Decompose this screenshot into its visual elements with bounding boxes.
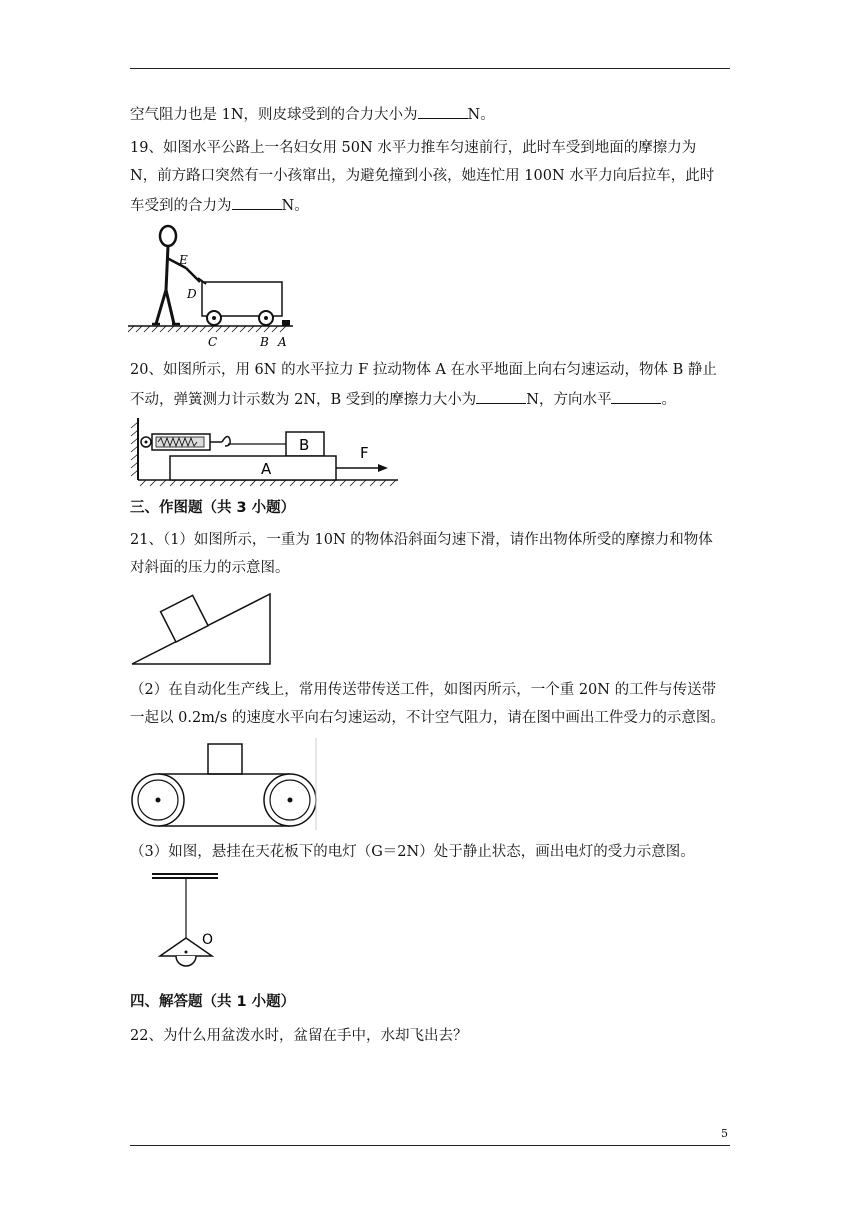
cart-figure <box>128 222 298 350</box>
q19-line3: 车受到的合力为 N。 <box>130 194 730 216</box>
label-D: D <box>187 287 197 301</box>
label-A: A <box>278 335 287 349</box>
q21-p1-line2: 对斜面的压力的示意图。 <box>130 560 290 576</box>
incline-figure <box>128 588 278 668</box>
block-B-label: B <box>299 436 310 454</box>
q18-tail: 空气阻力也是 1N，则皮球受到的合力大小为 N。 <box>130 103 730 125</box>
q20-line2: 不动，弹簧测力计示数为 2N，B 受到的摩擦力大小为 N，方向水平 。 <box>130 388 730 410</box>
answer-blank[interactable] <box>418 103 468 119</box>
point-O-label: O <box>202 932 214 948</box>
section4-title: 四、解答题（共 1 小题） <box>130 994 296 1010</box>
label-C: C <box>208 335 218 349</box>
section3-title: 三、作图题（共 3 小题） <box>130 500 296 516</box>
q22-text: 22、为什么用盆泼水时，盆留在手中，水却飞出去？ <box>130 1028 468 1044</box>
header-rule <box>130 68 730 69</box>
answer-blank[interactable] <box>232 194 282 210</box>
q21-p2-line2: 一起以 0.2m/s 的速度水平向右匀速运动，不计空气阻力，请在图中画出工件受力的示意图。 <box>130 710 725 726</box>
page-number: 5 <box>721 1127 728 1140</box>
q21-p3-line1: （3）如图，悬挂在天花板下的电灯（G＝2N）处于静止状态，画出电灯的受力示意图。 <box>130 844 695 860</box>
footer-rule <box>130 1145 730 1146</box>
label-E: E <box>179 253 188 267</box>
spring-scale-figure <box>128 418 403 490</box>
conveyor-figure <box>130 738 320 830</box>
lamp-figure <box>150 870 230 982</box>
q19-line1: 19、如图水平公路上一名妇女用 50N 水平力推车匀速前行，此时车受到地面的摩擦力为 <box>130 140 697 156</box>
force-F-label: F <box>360 444 369 462</box>
q21-p1-line1: 21、（1）如图所示，一重为 10N 的物体沿斜面匀速下滑，请作出物体所受的摩擦力和物体 <box>130 532 713 548</box>
q21-p2-line1: （2）在自动化生产线上，常用传送带传送工件，如图丙所示，一个重 20N 的工件与传送带 <box>130 682 717 698</box>
q19-line2: N，前方路口突然有一小孩窜出，为避免撞到小孩，她连忙用 100N 水平力向后拉车，此时 <box>130 168 715 184</box>
answer-blank[interactable] <box>611 388 661 404</box>
q20-line1: 20、如图所示，用 6N 的水平拉力 F 拉动物体 A 在水平地面上向右匀速运动，物体 B 静止 <box>130 362 717 378</box>
answer-blank[interactable] <box>476 388 526 404</box>
label-B: B <box>260 335 269 349</box>
block-A-label: A <box>261 460 272 478</box>
